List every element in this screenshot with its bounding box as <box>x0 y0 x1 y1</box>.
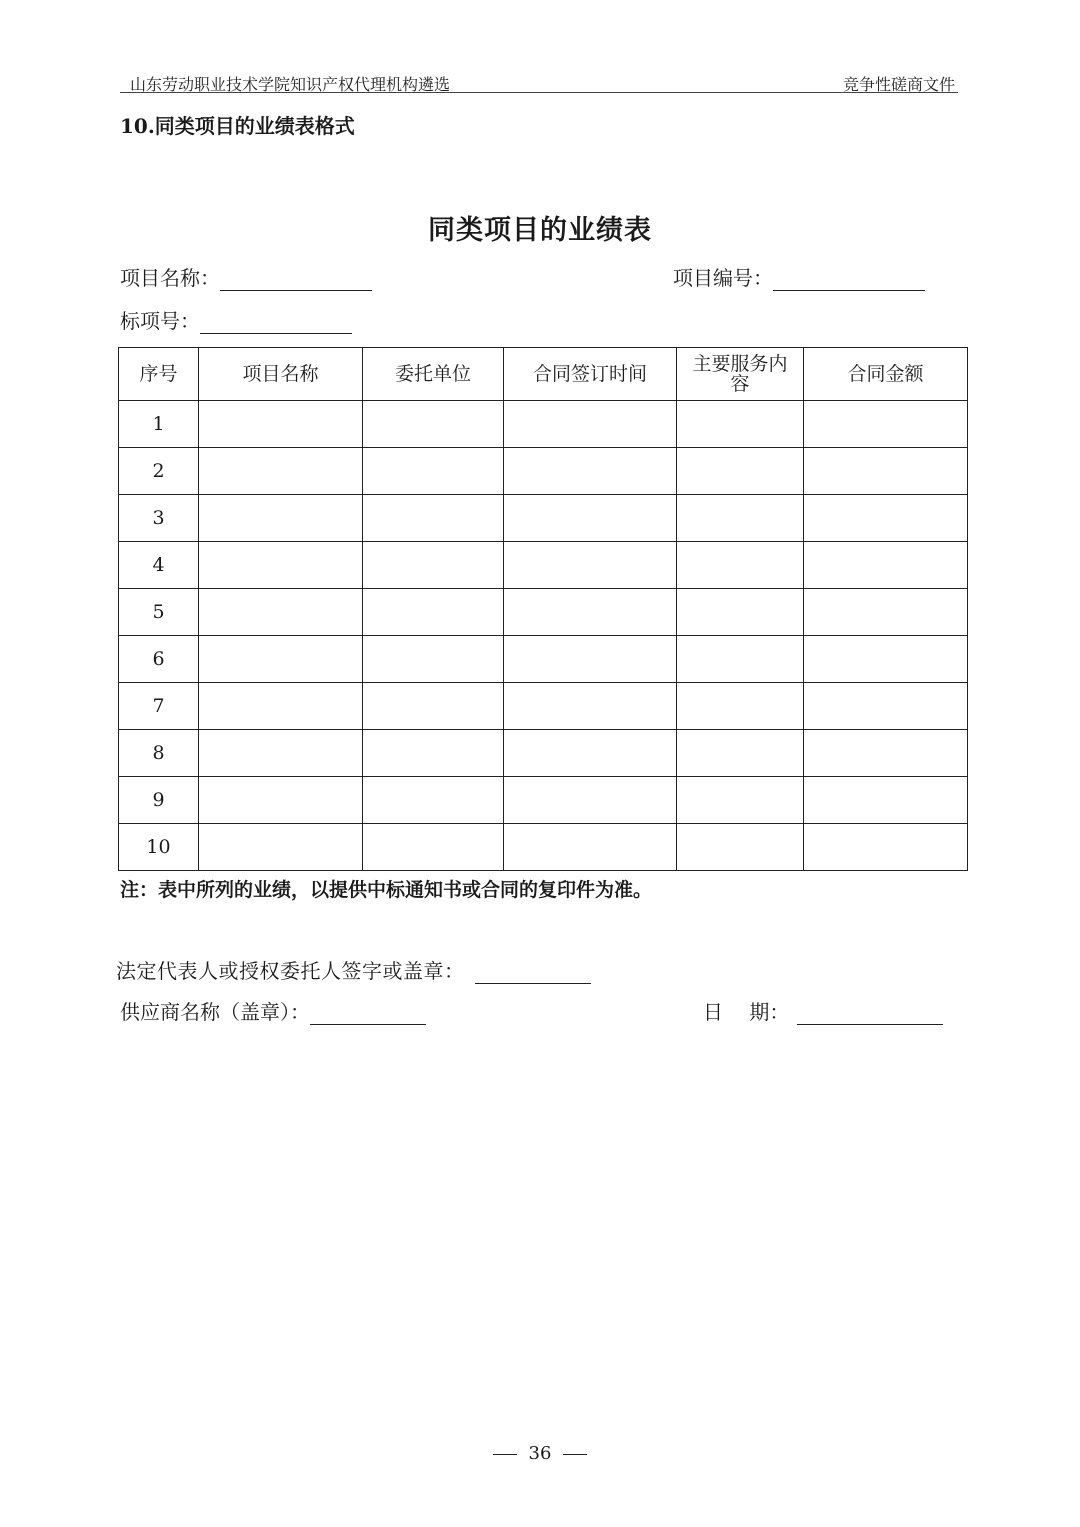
table-cell[interactable] <box>504 683 677 730</box>
header-left: 山东劳动职业技术学院知识产权代理机构遴选 <box>130 75 451 94</box>
table-cell[interactable] <box>199 495 363 542</box>
table-cell[interactable] <box>199 448 363 495</box>
table-row <box>119 495 968 542</box>
table-cell[interactable] <box>199 542 363 589</box>
table-cell[interactable] <box>504 448 677 495</box>
project-number-field <box>673 262 925 291</box>
project-number-label: 项目编号： <box>673 266 773 290</box>
date-field <box>703 996 943 1025</box>
table-cell[interactable] <box>804 824 968 871</box>
table-row <box>119 683 968 730</box>
lot-number-label: 标项号： <box>120 309 200 333</box>
table-cell[interactable] <box>504 495 677 542</box>
table-cell[interactable] <box>363 401 504 448</box>
table-cell[interactable] <box>804 777 968 824</box>
table-row <box>119 824 968 871</box>
section-heading: 10.同类项目的业绩表格式 <box>120 114 355 138</box>
table-cell[interactable] <box>677 495 804 542</box>
date-blank[interactable] <box>797 1002 943 1025</box>
row-index-cell: 8 <box>119 730 199 777</box>
row-index-cell: 4 <box>119 542 199 589</box>
table-cell[interactable] <box>363 683 504 730</box>
col-header: 序号 <box>119 348 199 401</box>
table-cell[interactable] <box>363 589 504 636</box>
project-number-blank[interactable] <box>773 268 925 291</box>
table-cell[interactable] <box>199 730 363 777</box>
table-cell[interactable] <box>804 730 968 777</box>
table-row <box>119 448 968 495</box>
col-header: 合同签订时间 <box>504 348 677 401</box>
table-cell[interactable] <box>504 824 677 871</box>
lot-number-blank[interactable] <box>200 311 352 334</box>
table-row <box>119 777 968 824</box>
project-name-blank[interactable] <box>220 268 372 291</box>
col-header: 委托单位 <box>363 348 504 401</box>
table-note: 注：表中所列的业绩，以提供中标通知书或合同的复印件为准。 <box>120 879 653 901</box>
supplier-name-field <box>120 996 426 1025</box>
table-cell[interactable] <box>677 401 804 448</box>
table-cell[interactable] <box>504 589 677 636</box>
table-cell[interactable] <box>677 683 804 730</box>
table-cell[interactable] <box>804 542 968 589</box>
legal-rep-signature <box>116 955 591 984</box>
table-row <box>119 401 968 448</box>
table-cell[interactable] <box>363 730 504 777</box>
row-index-cell: 10 <box>119 824 199 871</box>
table-cell[interactable] <box>199 589 363 636</box>
table-cell[interactable] <box>504 401 677 448</box>
table-cell[interactable] <box>677 824 804 871</box>
table-cell[interactable] <box>199 824 363 871</box>
project-name-label: 项目名称： <box>120 266 220 290</box>
row-index-cell: 5 <box>119 589 199 636</box>
col-header: 合同金额 <box>804 348 968 401</box>
table-cell[interactable] <box>804 401 968 448</box>
supplier-label: 供应商名称（盖章）： <box>120 1000 310 1024</box>
row-index-cell: 7 <box>119 683 199 730</box>
table-header-row <box>119 348 968 401</box>
table-cell[interactable] <box>363 777 504 824</box>
table-cell[interactable] <box>677 542 804 589</box>
legal-rep-blank[interactable] <box>475 961 591 984</box>
performance-table <box>118 347 968 871</box>
table-cell[interactable] <box>804 448 968 495</box>
table-row <box>119 636 968 683</box>
table-cell[interactable] <box>677 777 804 824</box>
table-cell[interactable] <box>504 730 677 777</box>
row-index-cell: 2 <box>119 448 199 495</box>
supplier-blank[interactable] <box>310 1002 426 1025</box>
row-index-cell: 1 <box>119 401 199 448</box>
form-title: 同类项目的业绩表 <box>428 215 652 246</box>
table-cell[interactable] <box>504 542 677 589</box>
row-index-cell: 9 <box>119 777 199 824</box>
page-number-value: 36 <box>528 1443 552 1464</box>
page-dash-right <box>563 1454 587 1455</box>
table-cell[interactable] <box>199 777 363 824</box>
col-header: 项目名称 <box>199 348 363 401</box>
date-label: 日 期： <box>703 1000 790 1024</box>
table-cell[interactable] <box>363 448 504 495</box>
table-cell[interactable] <box>677 589 804 636</box>
page-number <box>0 1443 1080 1464</box>
project-name-field <box>120 262 372 291</box>
table-cell[interactable] <box>363 542 504 589</box>
table-cell[interactable] <box>363 824 504 871</box>
page-dash-left <box>493 1454 517 1455</box>
table-cell[interactable] <box>677 730 804 777</box>
header-right: 竞争性磋商文件 <box>842 75 955 94</box>
table-cell[interactable] <box>199 683 363 730</box>
table-row <box>119 589 968 636</box>
table-row <box>119 542 968 589</box>
table-row <box>119 730 968 777</box>
table-cell[interactable] <box>677 448 804 495</box>
row-index-cell: 6 <box>119 636 199 683</box>
table-cell[interactable] <box>199 401 363 448</box>
table-cell[interactable] <box>677 636 804 683</box>
table-cell[interactable] <box>804 495 968 542</box>
row-index-cell: 3 <box>119 495 199 542</box>
table-cell[interactable] <box>804 589 968 636</box>
table-cell[interactable] <box>363 636 504 683</box>
header-rule <box>120 92 958 93</box>
table-cell[interactable] <box>363 495 504 542</box>
lot-number-field <box>120 305 352 334</box>
table-cell[interactable] <box>504 777 677 824</box>
table-cell[interactable] <box>804 683 968 730</box>
table-cell[interactable] <box>199 636 363 683</box>
table-cell[interactable] <box>504 636 677 683</box>
col-header: 主要服务内容 <box>677 348 804 401</box>
table-cell[interactable] <box>804 636 968 683</box>
legal-rep-label: 法定代表人或授权委托人签字或盖章： <box>116 959 465 983</box>
